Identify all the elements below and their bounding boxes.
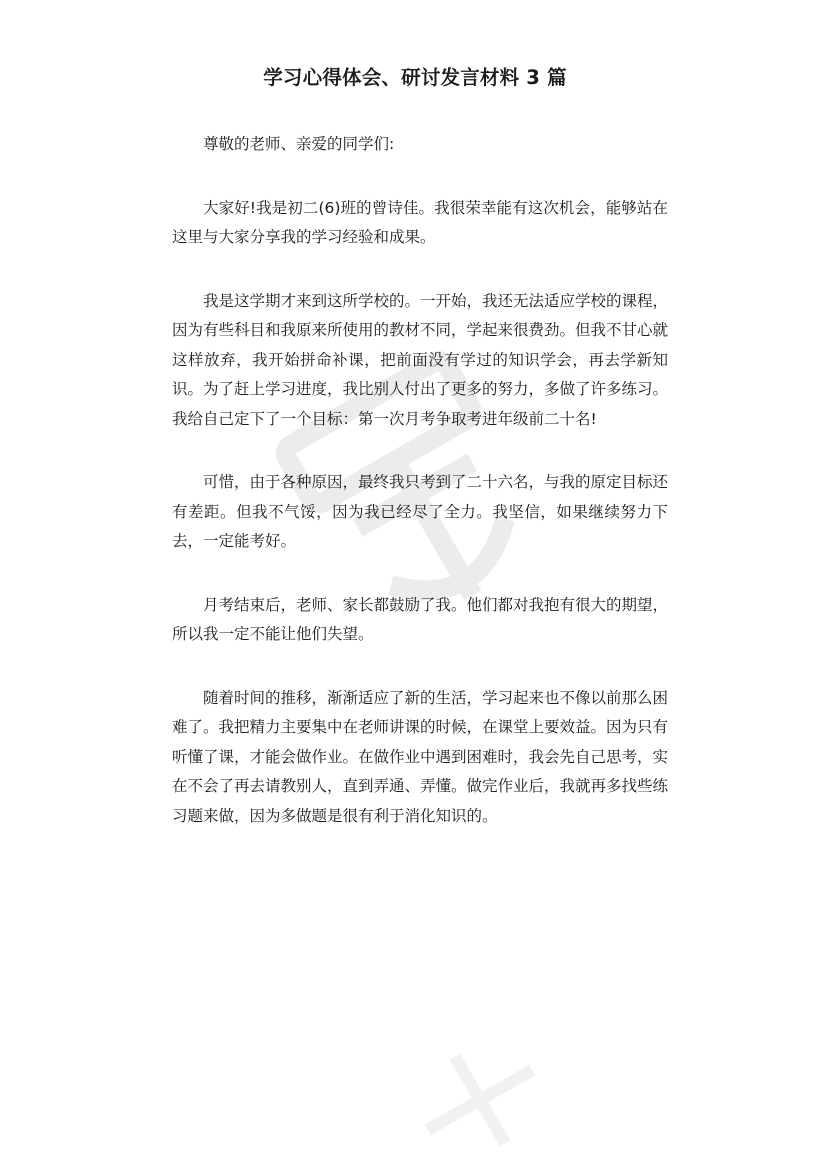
watermark-mark [380,1040,580,1160]
paragraph-3: 可惜，由于各种原因，最终我只考到了二十六名，与我的原定目标还有差距。但我不气馁，因为我已经尽了全力。我坚信，如果继续努力下去，一定能考好。 [172,473,669,550]
document-body [172,130,668,865]
greeting: 尊敬的老师、亲爱的同学们: [203,135,395,153]
paragraph-2: 我是这学期才来到这所学校的。一开始，我还无法适应学校的课程，因为有些科目和我原来所使用的教材不同，学起来很费劲。但我不甘心就这样放弃，我开始拼命补课，把前面没有学过的知识学会，再去学新知识。为了赶上学习进度，我比别人付出了更多的努力，多做了许多练习。我给自己定下了一个目标：第一次月考争取考进年级前二十名! [172,291,669,428]
paragraph-4: 月考结束后，老师、家长都鼓励了我。他们都对我抱有很大的期望，所以我一定不能让他们失望。 [172,595,669,643]
paragraph-5: 随着时间的推移，渐渐适应了新的生活，学习起来也不像以前那么困难了。我把精力主要集中在老师讲课的时候，在课堂上要效益。因为只有听懂了课，才能会做作业。在做作业中遇到困难时，我会先自己思考，实在不会了再去请教别人，直到弄通、弄懂。做完作业后，我就再多找些练习题来做，因为多做题是很有利于消化知识的。 [172,688,669,825]
document-title: 学习心得体会、研讨发言材料 3 篇 [263,66,567,89]
paragraph-1: 大家好!我是初二(6)班的曾诗佳。我很荣幸能有这次机会，能够站在这里与大家分享我的学习经验和成果。 [172,198,668,246]
